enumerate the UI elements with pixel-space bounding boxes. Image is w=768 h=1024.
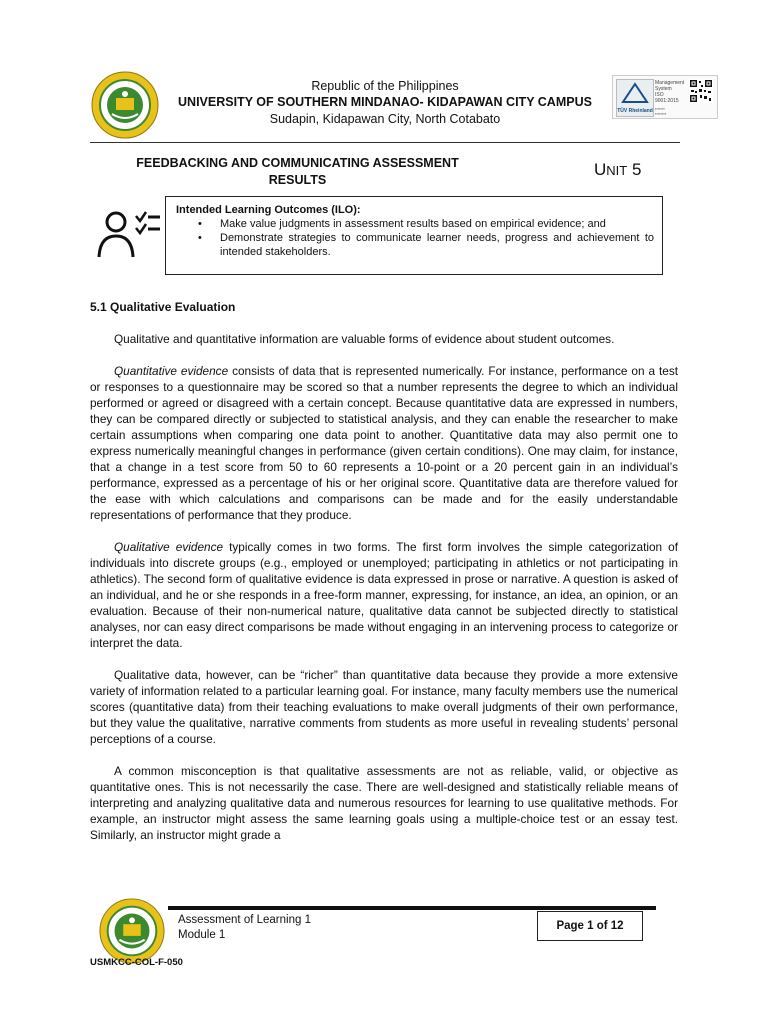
iso-certification-badge bbox=[612, 75, 718, 119]
footer-bar bbox=[168, 906, 656, 910]
header-divider bbox=[90, 142, 680, 143]
course-name: Assessment of Learning 1 bbox=[178, 914, 311, 926]
section-heading: 5.1 Qualitative Evaluation bbox=[90, 300, 236, 314]
footer-seal-logo bbox=[98, 897, 166, 965]
university-name: UNIVERSITY OF SOUTHERN MINDANAO- KIDAPAWAN CITY CAMPUS bbox=[178, 95, 592, 109]
form-code: USMKCC-COL-F-050 bbox=[90, 957, 183, 968]
campus-address: Sudapin, Kidapawan City, North Cotabato bbox=[269, 112, 501, 126]
paragraph: Qualitative evidence typically comes in two forms. The first form involves the simple categorization of individuals into discrete groups (e.g., employed or unemployed; participating in athletics or not participating in athletics). The second form of qualitative evidence is data expressed in prose or narrative. A question is asked of an individual, and he or she responds in a free-form manner, expressing, for instance, an idea, an opinion, or an evaluation. Because of their non-numerical nature, qualitative data cannot be subjected directly to statistical analyses, nor can easy direct comparisons be made without engaging in an intervening process to categorize or interpret the data. bbox=[90, 540, 678, 650]
term-qualitative: Qualitative evidence bbox=[114, 540, 224, 554]
paragraph: A common misconception is that qualitative assessments are not as reliable, valid, or objective as quantitative ones. This is not necessarily the case. There are well-designed and statistically reliable means of interpreting and analyzing qualitative data and numerous resources for learning to use qualitative methods. For example, an instructor might assess the same learning goals using a multiple-choice test or an essay test. Similarly, an instructor might grade a bbox=[90, 764, 678, 842]
tuv-logo-icon bbox=[616, 79, 654, 117]
unit-title: FEEDBACKING AND COMMUNICATING ASSESSMENT RESULTS bbox=[136, 156, 459, 187]
module-name: Module 1 bbox=[178, 929, 226, 941]
ilo-heading: Intended Learning Outcomes (ILO): bbox=[176, 204, 361, 216]
term-quantitative: Quantitative evidence bbox=[114, 364, 229, 378]
page-number-box: Page 1 of 12 bbox=[537, 911, 643, 941]
paragraph: Qualitative data, however, can be “richer” than quantitative data because they provide a more extensive variety of information related to a particular learning goal. For instance, many faculty members use the numerical scores (quantitative data) from their teaching evaluations to make overall judgments of their own performance, but they value the qualitative, narrative comments from students as more useful in revealing students’ personal perceptions of a course. bbox=[90, 668, 678, 746]
cert-fineprint: ▪▪▪▪▪▪▪ ▪▪▪▪▪▪▪▪ bbox=[655, 106, 667, 116]
body-text bbox=[90, 331, 678, 843]
paragraph: Qualitative and quantitative information are valuable forms of evidence about student outcomes. bbox=[114, 332, 615, 346]
ilo-list bbox=[176, 217, 654, 259]
user-checklist-icon bbox=[96, 210, 162, 260]
tuv-brand-label: TÜV Rheinland bbox=[617, 108, 653, 114]
unit-number-label: UNIT 5 bbox=[594, 160, 642, 179]
qr-code-icon bbox=[689, 79, 713, 103]
footer-course bbox=[178, 913, 311, 943]
ilo-item: • Make value judgments in assessment results based on empirical evidence; and bbox=[220, 217, 654, 231]
ilo-box bbox=[165, 196, 663, 275]
triangle-mark-icon bbox=[617, 80, 653, 106]
ilo-item: • Demonstrate strategies to communicate learner needs, progress and achievement to intended stakeholders. bbox=[220, 231, 654, 259]
paragraph: Quantitative evidence consists of data that is represented numerically. For instance, performance on a test or responses to a questionnaire may be scored so that a number represents the degree to which an individual performed or agreed or disagreed with a certain concept. Because quantitative data are expressed in numbers, they can be compared directly or subjected to statistical analysis, and they can enable the researcher to make certain assumptions when comparing one data point to another. Quantitative data may also permit one to express numerically meaningful changes in performance (given certain conditions). One may claim, for instance, that a change in a test score from 50 to 60 represents a 10-point or a 20 percent gain in an individual’s performance, expressed as a percentage of his or her original score. Quantitative data are therefore valued for the ease with which calculations and comparisons can be made and for the easily understandable representations of performance that they produce. bbox=[90, 364, 679, 522]
management-system-label: Management System ISO 9001:2015 bbox=[655, 80, 685, 104]
header-text bbox=[150, 78, 620, 128]
republic-text: Republic of the Philippines bbox=[311, 79, 459, 93]
